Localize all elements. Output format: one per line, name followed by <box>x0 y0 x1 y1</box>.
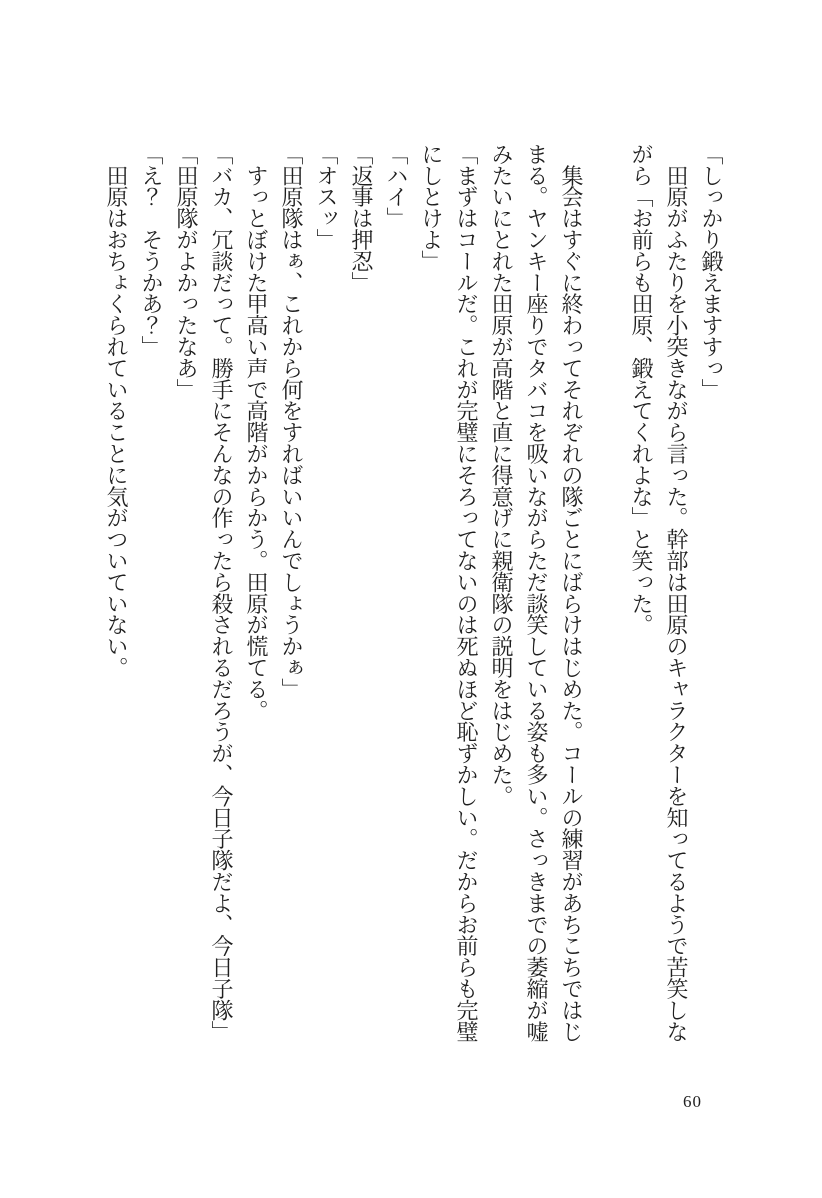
text-line: 「田原隊はぁ、これから何をすればいいんでしょうかぁ」 <box>279 143 304 700</box>
page-number: 60 <box>683 1092 702 1111</box>
text-line: 「まずはコールだ。これが完璧にそろってないのは死ぬほど恥ずかしい。だからお前らも完璧 <box>454 143 479 1042</box>
text-line: 「返事は押忍」 <box>349 143 374 293</box>
text-line: すっとぼけた甲高い声で高階がからかう。田原が慌てる。 <box>244 143 269 721</box>
text-line: 「バカ、冗談だって。勝手にそんなの作ったら殺されるだろうが、今日子隊だよ、今日子隊」 <box>209 143 234 1042</box>
vertical-text-block <box>99 143 729 1068</box>
blank-line <box>589 143 624 1068</box>
text-line: にしとけよ」 <box>419 143 444 272</box>
text-line: 田原がふたりを小突きながら言った。幹部は田原のキャラクターを知ってるようで苦笑しな <box>664 143 689 1042</box>
text-line: 田原はおちょくられていることに気がついていない。 <box>104 143 129 679</box>
text-line: 「しっかり鍛えますすっ」 <box>699 143 724 400</box>
text-line: 「オスッ」 <box>314 143 339 251</box>
text-line: 集会はすぐに終わってそれぞれの隊ごとにばらけはじめた。コールの練習があちこちではじ <box>559 143 584 1042</box>
text-line: がら「お前らも田原、鍛えてくれよな」と笑った。 <box>629 143 654 636</box>
text-line: みたいにとれた田原が高階と直に得意げに親衛隊の説明をはじめた。 <box>489 143 514 807</box>
text-line: まる。ヤンキー座りでタバコを吸いながらただ談笑している姿も多い。さっきまでの萎縮が嘘 <box>524 143 549 1042</box>
text-line: 「田原隊がよかったなあ」 <box>174 143 199 400</box>
text-line: 「ハイ」 <box>384 143 409 229</box>
text-line: 「え？ そうかあ？」 <box>139 143 164 358</box>
